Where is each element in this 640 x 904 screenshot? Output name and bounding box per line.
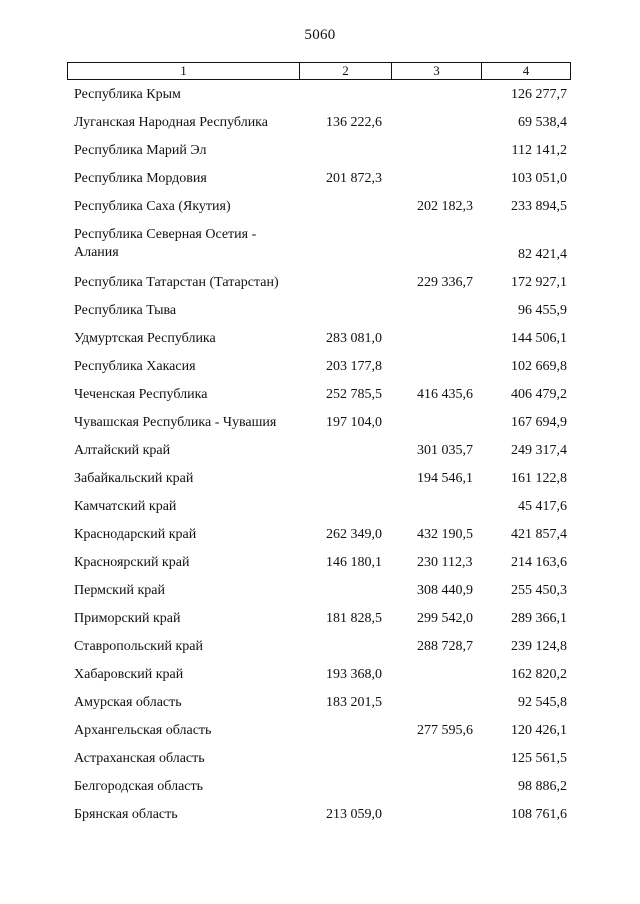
region-name: Брянская область bbox=[74, 807, 178, 822]
value-col-2: 193 368,0 bbox=[326, 667, 382, 682]
region-name: Республика Северная Осетия - Алания bbox=[74, 227, 257, 260]
table-row bbox=[0, 352, 640, 380]
table-row bbox=[0, 660, 640, 688]
table-row bbox=[0, 772, 640, 800]
table-row bbox=[0, 136, 640, 164]
value-col-4: 144 506,1 bbox=[511, 331, 567, 346]
value-col-4: 289 366,1 bbox=[511, 611, 567, 626]
table-row bbox=[0, 164, 640, 192]
table-row bbox=[0, 408, 640, 436]
value-col-4: 82 421,4 bbox=[518, 247, 567, 262]
value-col-2: 183 201,5 bbox=[326, 695, 382, 710]
column-header-2: 2 bbox=[300, 63, 392, 79]
table-row bbox=[0, 436, 640, 464]
region-name: Астраханская область bbox=[74, 751, 205, 766]
column-header-4: 4 bbox=[522, 63, 530, 78]
region-name: Республика Хакасия bbox=[74, 359, 196, 374]
value-col-4: 69 538,4 bbox=[518, 115, 567, 130]
value-col-4: 239 124,8 bbox=[511, 639, 567, 654]
value-col-4: 249 317,4 bbox=[511, 443, 567, 458]
table-row bbox=[0, 324, 640, 352]
value-col-4: 406 479,2 bbox=[511, 387, 567, 402]
table-row bbox=[0, 548, 640, 576]
value-col-4: 162 820,2 bbox=[511, 667, 567, 682]
region-name: Республика Марий Эл bbox=[74, 143, 207, 158]
region-name: Республика Мордовия bbox=[74, 171, 207, 186]
value-col-4: 112 141,2 bbox=[511, 143, 567, 158]
region-name: Пермский край bbox=[74, 583, 165, 598]
value-col-3: 202 182,3 bbox=[417, 199, 473, 214]
region-name: Красноярский край bbox=[74, 555, 190, 570]
value-col-4: 45 417,6 bbox=[518, 499, 567, 514]
region-name: Белгородская область bbox=[74, 779, 204, 794]
table-row bbox=[0, 296, 640, 324]
table-row bbox=[0, 800, 640, 828]
region-name: Республика Тыва bbox=[74, 303, 177, 318]
region-name: Республика Саха (Якутия) bbox=[74, 199, 231, 214]
table-body bbox=[0, 80, 640, 828]
page-number: 5060 bbox=[304, 27, 336, 43]
column-header-1: 1 bbox=[68, 63, 300, 79]
value-col-3: 301 035,7 bbox=[417, 443, 473, 458]
value-col-2: 213 059,0 bbox=[326, 807, 382, 822]
value-col-4: 214 163,6 bbox=[511, 555, 567, 570]
value-col-4: 103 051,0 bbox=[511, 171, 567, 186]
table-row bbox=[0, 632, 640, 660]
table-row bbox=[0, 220, 640, 268]
region-name: Хабаровский край bbox=[74, 667, 184, 682]
value-col-2: 201 872,3 bbox=[326, 171, 382, 186]
region-name: Республика Татарстан (Татарстан) bbox=[74, 275, 279, 290]
region-name: Ставропольский край bbox=[74, 639, 203, 654]
table-row bbox=[0, 108, 640, 136]
value-col-4: 108 761,6 bbox=[511, 807, 567, 822]
value-col-3: 277 595,6 bbox=[417, 723, 473, 738]
value-col-4: 172 927,1 bbox=[511, 275, 567, 290]
value-col-4: 92 545,8 bbox=[518, 695, 567, 710]
table-row bbox=[0, 520, 640, 548]
value-col-4: 167 694,9 bbox=[511, 415, 567, 430]
value-col-2: 197 104,0 bbox=[326, 415, 382, 430]
value-col-4: 96 455,9 bbox=[518, 303, 567, 318]
table-row bbox=[0, 604, 640, 632]
table-row bbox=[0, 576, 640, 604]
region-name: Чеченская Республика bbox=[74, 387, 208, 402]
value-col-3: 299 542,0 bbox=[417, 611, 473, 626]
value-col-2: 283 081,0 bbox=[326, 331, 382, 346]
value-col-4: 126 277,7 bbox=[511, 87, 567, 102]
value-col-3: 432 190,5 bbox=[417, 527, 473, 542]
region-name: Республика Крым bbox=[74, 87, 181, 102]
table-row bbox=[0, 380, 640, 408]
region-name: Чувашская Республика - Чувашия bbox=[74, 415, 277, 430]
table-row bbox=[0, 464, 640, 492]
region-name: Приморский край bbox=[74, 611, 181, 626]
value-col-4: 421 857,4 bbox=[511, 527, 567, 542]
value-col-3: 230 112,3 bbox=[417, 555, 473, 570]
value-col-3: 229 336,7 bbox=[417, 275, 473, 290]
value-col-2: 252 785,5 bbox=[326, 387, 382, 402]
table-row bbox=[0, 192, 640, 220]
region-name: Забайкальский край bbox=[74, 471, 194, 486]
region-name: Амурская область bbox=[74, 695, 182, 710]
region-name: Алтайский край bbox=[74, 443, 171, 458]
value-col-3: 194 546,1 bbox=[417, 471, 473, 486]
value-col-4: 102 669,8 bbox=[511, 359, 567, 374]
value-col-3: 416 435,6 bbox=[417, 387, 473, 402]
value-col-4: 161 122,8 bbox=[511, 471, 567, 486]
value-col-2: 203 177,8 bbox=[326, 359, 382, 374]
region-name: Луганская Народная Республика bbox=[74, 115, 268, 130]
region-name: Краснодарский край bbox=[74, 527, 197, 542]
region-name: Камчатский край bbox=[74, 499, 177, 514]
value-col-3: 308 440,9 bbox=[417, 583, 473, 598]
table-row bbox=[0, 80, 640, 108]
value-col-4: 125 561,5 bbox=[511, 751, 567, 766]
value-col-2: 136 222,6 bbox=[326, 115, 382, 130]
region-name: Удмуртская Республика bbox=[74, 331, 216, 346]
table-row bbox=[0, 716, 640, 744]
value-col-2: 181 828,5 bbox=[326, 611, 382, 626]
table-row bbox=[0, 744, 640, 772]
value-col-4: 255 450,3 bbox=[511, 583, 567, 598]
value-col-4: 98 886,2 bbox=[518, 779, 567, 794]
column-header-3: 3 bbox=[392, 63, 482, 79]
value-col-2: 146 180,1 bbox=[326, 555, 382, 570]
value-col-4: 120 426,1 bbox=[511, 723, 567, 738]
value-col-2: 262 349,0 bbox=[326, 527, 382, 542]
table-row bbox=[0, 268, 640, 296]
table-row bbox=[0, 688, 640, 716]
region-name: Архангельская область bbox=[74, 723, 212, 738]
table-header bbox=[67, 62, 571, 80]
table-row bbox=[0, 492, 640, 520]
value-col-4: 233 894,5 bbox=[511, 199, 567, 214]
value-col-3: 288 728,7 bbox=[417, 639, 473, 654]
